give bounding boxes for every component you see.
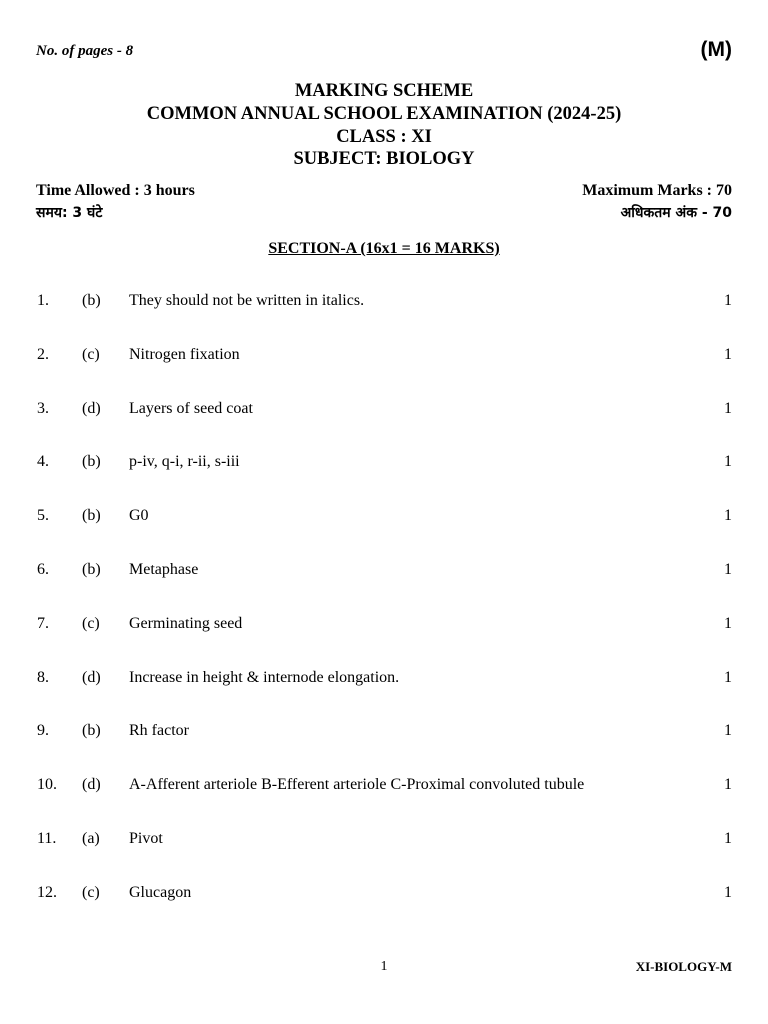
document-code: XI-BIOLOGY-M [635, 959, 732, 974]
question-number: 2. [37, 345, 49, 363]
question-row [0, 615, 768, 637]
question-answer: Metaphase [129, 561, 199, 578]
question-marks: 1 [724, 668, 732, 686]
question-number: 3. [37, 399, 49, 417]
question-row [0, 507, 768, 529]
class-label: CLASS : XI [336, 127, 432, 147]
question-option: (b) [82, 507, 101, 525]
question-option: (d) [82, 668, 101, 686]
question-answer: Layers of seed coat [129, 399, 253, 417]
time-allowed: Time Allowed : 3 hours [36, 182, 195, 199]
question-answer: Nitrogen fixation [129, 345, 240, 363]
question-row [0, 669, 768, 691]
paper-code: (M) [700, 38, 732, 61]
question-answer: They should not be written in italics. [129, 292, 365, 309]
question-number: 9. [37, 722, 49, 740]
question-answer: Pivot [129, 830, 163, 847]
question-row [0, 400, 768, 422]
question-option: (b) [82, 453, 101, 471]
page-number: 1 [380, 959, 388, 974]
exam-name: COMMON ANNUAL SCHOOL EXAMINATION (2024-25) [146, 104, 622, 124]
question-marks: 1 [724, 561, 732, 578]
question-number: 1. [37, 292, 49, 309]
question-row [0, 776, 768, 798]
question-answer: G0 [129, 507, 149, 525]
question-row [0, 722, 768, 744]
subject-label: SUBJECT: BIOLOGY [293, 149, 475, 169]
question-option: (c) [82, 345, 100, 363]
page-count-label: No. of pages - 8 [36, 43, 134, 59]
question-marks: 1 [724, 399, 732, 417]
document-title: MARKING SCHEME [294, 81, 474, 101]
question-option: (c) [82, 614, 100, 632]
question-marks: 1 [724, 614, 732, 632]
question-answer: Glucagon [129, 883, 192, 901]
question-option: (c) [82, 883, 100, 901]
question-option: (a) [82, 830, 100, 847]
question-marks: 1 [724, 830, 732, 847]
question-number: 5. [37, 507, 49, 525]
question-option: (d) [82, 399, 101, 417]
question-marks: 1 [724, 292, 732, 309]
question-number: 11. [37, 830, 57, 847]
question-number: 6. [37, 561, 49, 578]
question-number: 4. [37, 453, 49, 471]
question-answer: Germinating seed [129, 614, 243, 632]
question-marks: 1 [724, 453, 732, 471]
question-marks: 1 [724, 722, 732, 740]
section-title: SECTION-A (16x1 = 16 MARKS) [268, 240, 500, 257]
question-option: (d) [82, 776, 101, 794]
question-option: (b) [82, 292, 101, 309]
question-answer: Rh factor [129, 722, 189, 740]
question-row [0, 561, 768, 583]
question-row [0, 346, 768, 368]
question-answer: A-Afferent arteriole B-Efferent arteriole C-Proximal convoluted tubule [129, 776, 585, 794]
maximum-marks: Maximum Marks : 70 [582, 182, 732, 199]
question-number: 12. [37, 883, 57, 901]
question-marks: 1 [724, 507, 732, 525]
question-marks: 1 [724, 776, 732, 794]
question-row [0, 292, 768, 314]
maximum-marks-hindi: अधिकतम अंक - 70 [620, 205, 732, 221]
question-number: 8. [37, 668, 49, 686]
question-answer: p-iv, q-i, r-ii, s-iii [129, 453, 240, 471]
question-answer: Increase in height & internode elongation. [129, 668, 400, 686]
question-option: (b) [82, 722, 101, 740]
question-number: 10. [37, 776, 57, 794]
question-number: 7. [37, 614, 49, 632]
question-option: (b) [82, 561, 101, 578]
time-allowed-hindi: समय: 3 घंटे [36, 205, 103, 221]
question-marks: 1 [724, 883, 732, 901]
question-marks: 1 [724, 345, 732, 363]
question-row [0, 884, 768, 906]
question-row [0, 830, 768, 852]
question-row [0, 453, 768, 475]
